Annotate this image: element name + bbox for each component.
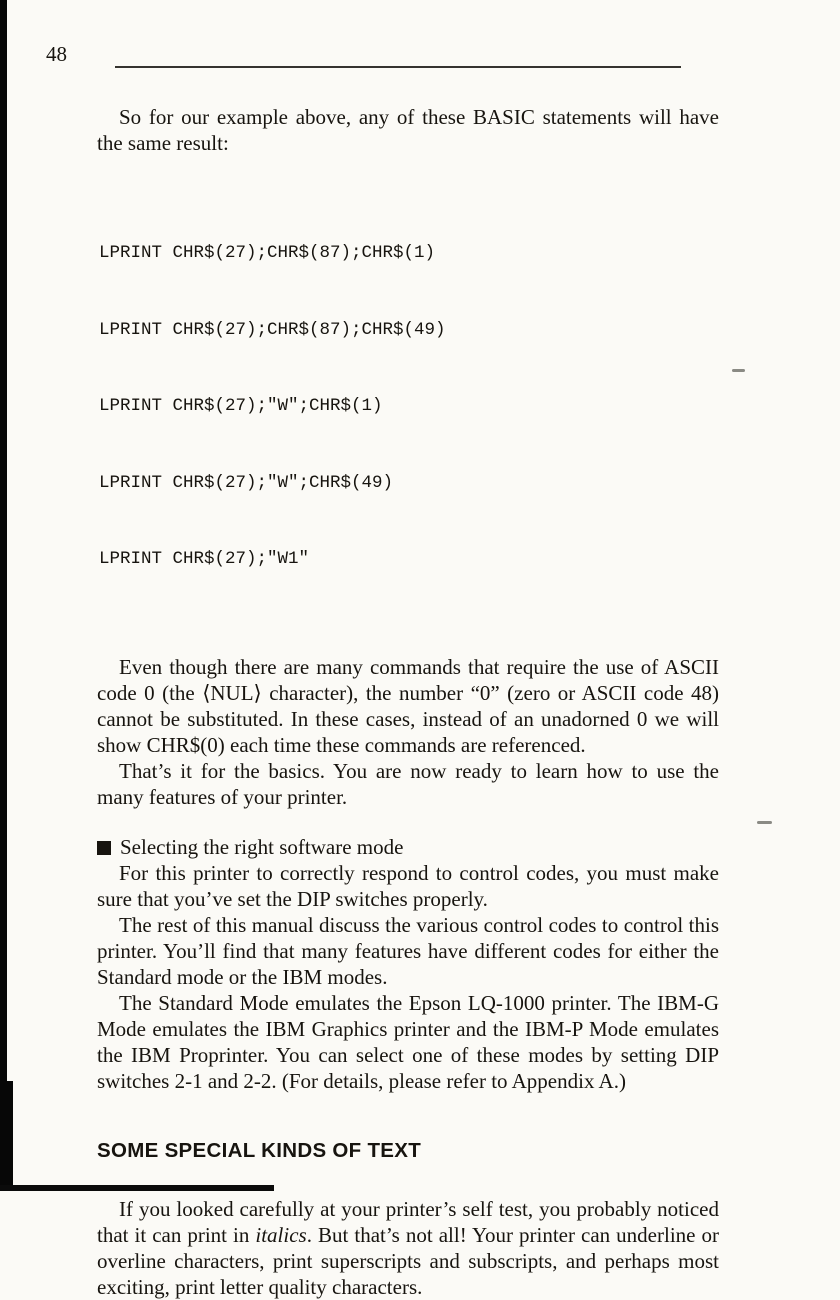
code-line: LPRINT CHR$(27);CHR$(87);CHR$(49) — [99, 319, 446, 340]
special-text-after: . But that’s not all! Your printer can underline or overline characters, print superscripts and subscripts, and perhaps most exciting, print letter quality characters. — [97, 1222, 719, 1299]
scan-margin-mark — [732, 369, 745, 372]
software-mode-paragraph-2: The rest of this manual discuss the various control codes to control this printer. You’ll find that many features have different codes for either the Standard mode or the IBM modes. — [97, 912, 719, 989]
header-rule — [115, 66, 681, 68]
page-number: 48 — [46, 42, 67, 66]
scan-binding-edge-bump — [0, 1081, 13, 1191]
code-line: LPRINT CHR$(27);"W";CHR$(1) — [99, 396, 383, 416]
software-mode-paragraph-3: The Standard Mode emulates the Epson LQ-1000 printer. The IBM-G Mode emulates the IBM Graphics printer and the IBM-P Mode emulates the IBM Proprinter. You can select one of these modes by setting DIP switches 2-1 and 2-2. (For details, please refer to Appendix A.) — [97, 990, 719, 1093]
basic-code-block — [99, 190, 719, 624]
special-text-before: If you looked carefully at your printer’s self test, you probably noticed that it can print in — [97, 1196, 719, 1247]
special-text-italic-word: italics — [255, 1222, 307, 1247]
scan-binding-edge — [0, 0, 7, 1191]
code-line: LPRINT CHR$(27);CHR$(87);CHR$(1) — [99, 243, 436, 263]
code-line: LPRINT CHR$(27);"W1" — [99, 549, 310, 569]
page-content — [97, 104, 719, 1300]
software-mode-paragraph-1: For this printer to correctly respond to control codes, you must make sure that you’ve set the DIP switches properly. — [97, 860, 719, 911]
special-text-heading: SOME SPECIAL KINDS OF TEXT — [97, 1138, 422, 1162]
intro-paragraph: So for our example above, any of these BASIC statements will have the same result: — [97, 105, 719, 155]
scan-margin-mark — [757, 821, 772, 824]
software-mode-heading-label: Selecting the right software mode — [120, 834, 404, 859]
square-bullet-icon — [97, 841, 111, 855]
special-text-paragraph — [97, 1196, 719, 1300]
software-mode-heading — [97, 834, 719, 860]
code-line: LPRINT CHR$(27);"W";CHR$(49) — [99, 472, 394, 493]
nul-paragraph: Even though there are many commands that require the use of ASCII code 0 (the ⟨NUL⟩ character), the number “0” (zero or ASCII code 48) cannot be substituted. In these cases, instead of an unadorned 0 we will show CHR$(0) each time these commands are referenced. — [97, 654, 719, 757]
basics-paragraph: That’s it for the basics. You are now ready to learn how to use the many features of your printer. — [97, 758, 719, 809]
